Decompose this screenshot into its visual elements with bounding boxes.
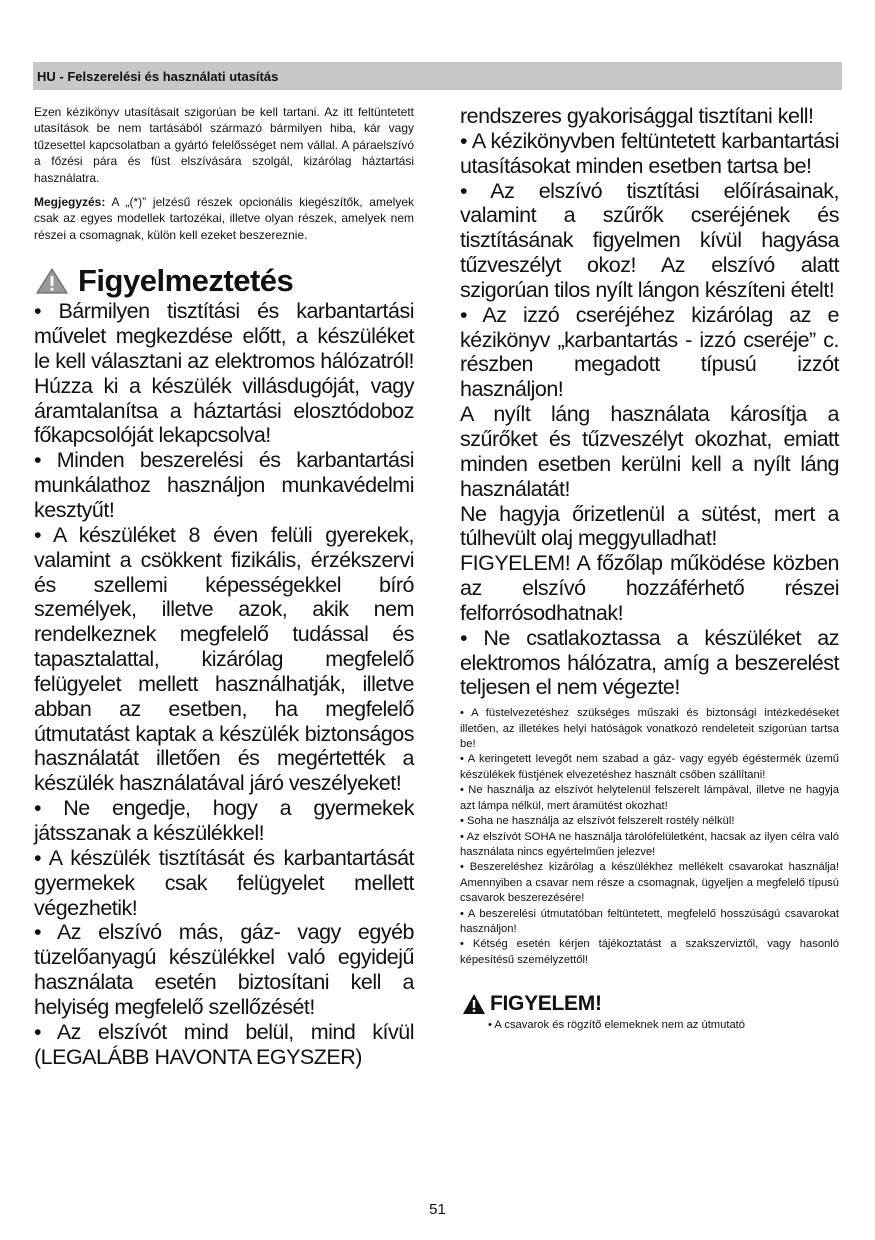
warning-item: • Ne csatlakoztassa a készüléket az elektromos hálózatra, amíg a beszerelést teljesen el nem végezte! [460,625,839,700]
warning-item: • A készüléket 8 éven felüli gyerekek, valamint a csökkent fizikális, érzékszervi és szellemi képességekkel bíró személyek, illetve azok, akik nem rendelkeznek megfelelő tudással és tapasztalattal, kizárólag megfelelő felügyelet mellett használhatják, illetve abban az esetben, ha megfelelő útmutatást kaptak a készülék biztonságos használatát illetően és megértették a készülék használatával járó veszélyeket! [34,522,414,796]
page-number: 51 [429,1201,446,1218]
section-header-title: HU - Felszerelési és használati utasítás [37,69,279,84]
fine-item: • A keringetett levegőt nem szabad a gáz- vagy egyéb égéstermék üzemű készülékek füstjének elvezetéshez használt csőben szállítani! [460,753,839,781]
fine-item: • Kétség esetén kérjen tájékoztatást a szakszerviztől, vagy hasonló képesítésű személyzettől! [460,938,839,966]
note-paragraph [34,194,414,243]
warning-item: • A készülék tisztítását és karbantartását gyermekek csak felügyelet mellett végezhetik! [34,845,414,920]
warning-item: FIGYELEM! A főzőlap működése közben az elszívó hozzáférhető részei felforrósodhatnak! [460,551,839,625]
warning-item: • Az elszívó más, gáz- vagy egyéb tüzelőanyagú készülékkel való egyidejű használata esetén biztosítani kell a helyiség megfelelő szellőzését! [34,920,414,1019]
fine-item: • A füstelvezetéshez szükséges műszaki és biztonsági intézkedéseket illetően, az illetékes helyi hatóságok vonatkozó rendeleteit szigorúan tartsa be! [460,707,839,751]
figyelem-item: • A csavarok és rögzítő elemeknek nem az útmutató [488,1019,746,1032]
figyelem-heading [462,990,839,1018]
figyelem-title: FIGYELEM! [490,992,602,1016]
warning-item: • A kézikönyvben feltüntetett karbantartási utasításokat minden esetben tartsa be! [460,128,839,178]
warning-heading [34,263,414,299]
note-text: A „(*)” jelzésű részek opcionális kiegészítők, amelyek csak az egyes modellek tartozékai, illetve olyan részek, amelyek nem részei a csomagnak, külön kell ezeket beszereznie. [34,195,414,242]
warning-item: A nyílt láng használata károsítja a szűrőket és tűzveszélyt okozhat, emiatt minden esetben kerülni kell a nyílt láng használatát! [460,402,839,501]
right-column [460,104,839,1034]
warning-item: • Az elszívó tisztítási előírásainak, valamint a szűrők cseréjének és tisztításának figyelmen kívül hagyása tűzveszélyt okoz! Az elszívó alatt szigorúan tilos nyílt lángon készíteni ételt! [460,178,839,302]
alert-triangle-icon [462,993,486,1015]
intro-paragraph: Ezen kézikönyv utasításait szigorúan be kell tartani. Az itt feltüntetett utasítások be nem tartásából származó bármilyen hiba, kár vagy tűzesettel kapcsolatban a gyártó felelősséget nem vállal. A páraelszívó a főzési pára és füst elszívására szolgál, kizárólag háztartási használatra. [34,105,414,185]
fine-item: • A beszerelési útmutatóban feltüntetett, megfelelő hosszúságú csavarokat használjon! [460,907,839,935]
warning-item: Ne hagyja őrizetlenül a sütést, mert a túlhevült olaj meggyulladhat! [460,501,839,551]
warning-item: • Minden beszerelési és karbantartási munkálathoz használjon munkavédelmi kesztyűt! [34,448,414,522]
fine-item: • Soha ne használja az elszívót felszerelt rostély nélkül! [460,815,735,828]
warning-item: • Ne engedje, hogy a gyermekek játsszanak a készülékkel! [34,796,414,845]
fine-item: • Az elszívót SOHA ne használja tárolófelületként, hacsak az ilyen célra való használata nincs egyértelműen jelezve! [460,830,839,858]
fine-item: • Beszereléshez kizárólag a készülékhez mellékelt csavarokat használja! Amennyiben a csavar nem része a csomagnak, ügyeljen a megfelelő típusú csavarok beszerezésére! [460,861,839,905]
warning-icon [36,268,68,294]
warning-title: Figyelmeztetés [78,263,294,299]
warning-item: • Bármilyen tisztítási és karbantartási művelet megkezdése előtt, a készüléket le kell választani az elektromos hálózatról! Húzza ki a készülék villásdugóját, vagy áramtalanítsa a háztartási elosztódoboz főkapcsolóját lekapcsolva! [34,299,414,448]
warning-item: rendszeres gyakorisággal tisztítani kell! [460,104,814,128]
section-header [33,62,842,90]
fine-item: • Ne használja az elszívót helytelenül felszerelt lámpával, illetve ne hagyja azt lámpa nélkül, mert áramütést okozhat! [460,784,839,812]
warning-item: • Az elszívót mind belül, mind kívül (LEGALÁBB HAVONTA EGYSZER) [34,1019,414,1069]
warning-item: • Az izzó cseréjéhez kizárólag az e kézikönyv „karbantartás - izzó cseréje” c. részben megadott típusú izzót használjon! [460,302,839,402]
note-label: Megjegyzés: [34,195,106,210]
left-column [34,104,414,1069]
